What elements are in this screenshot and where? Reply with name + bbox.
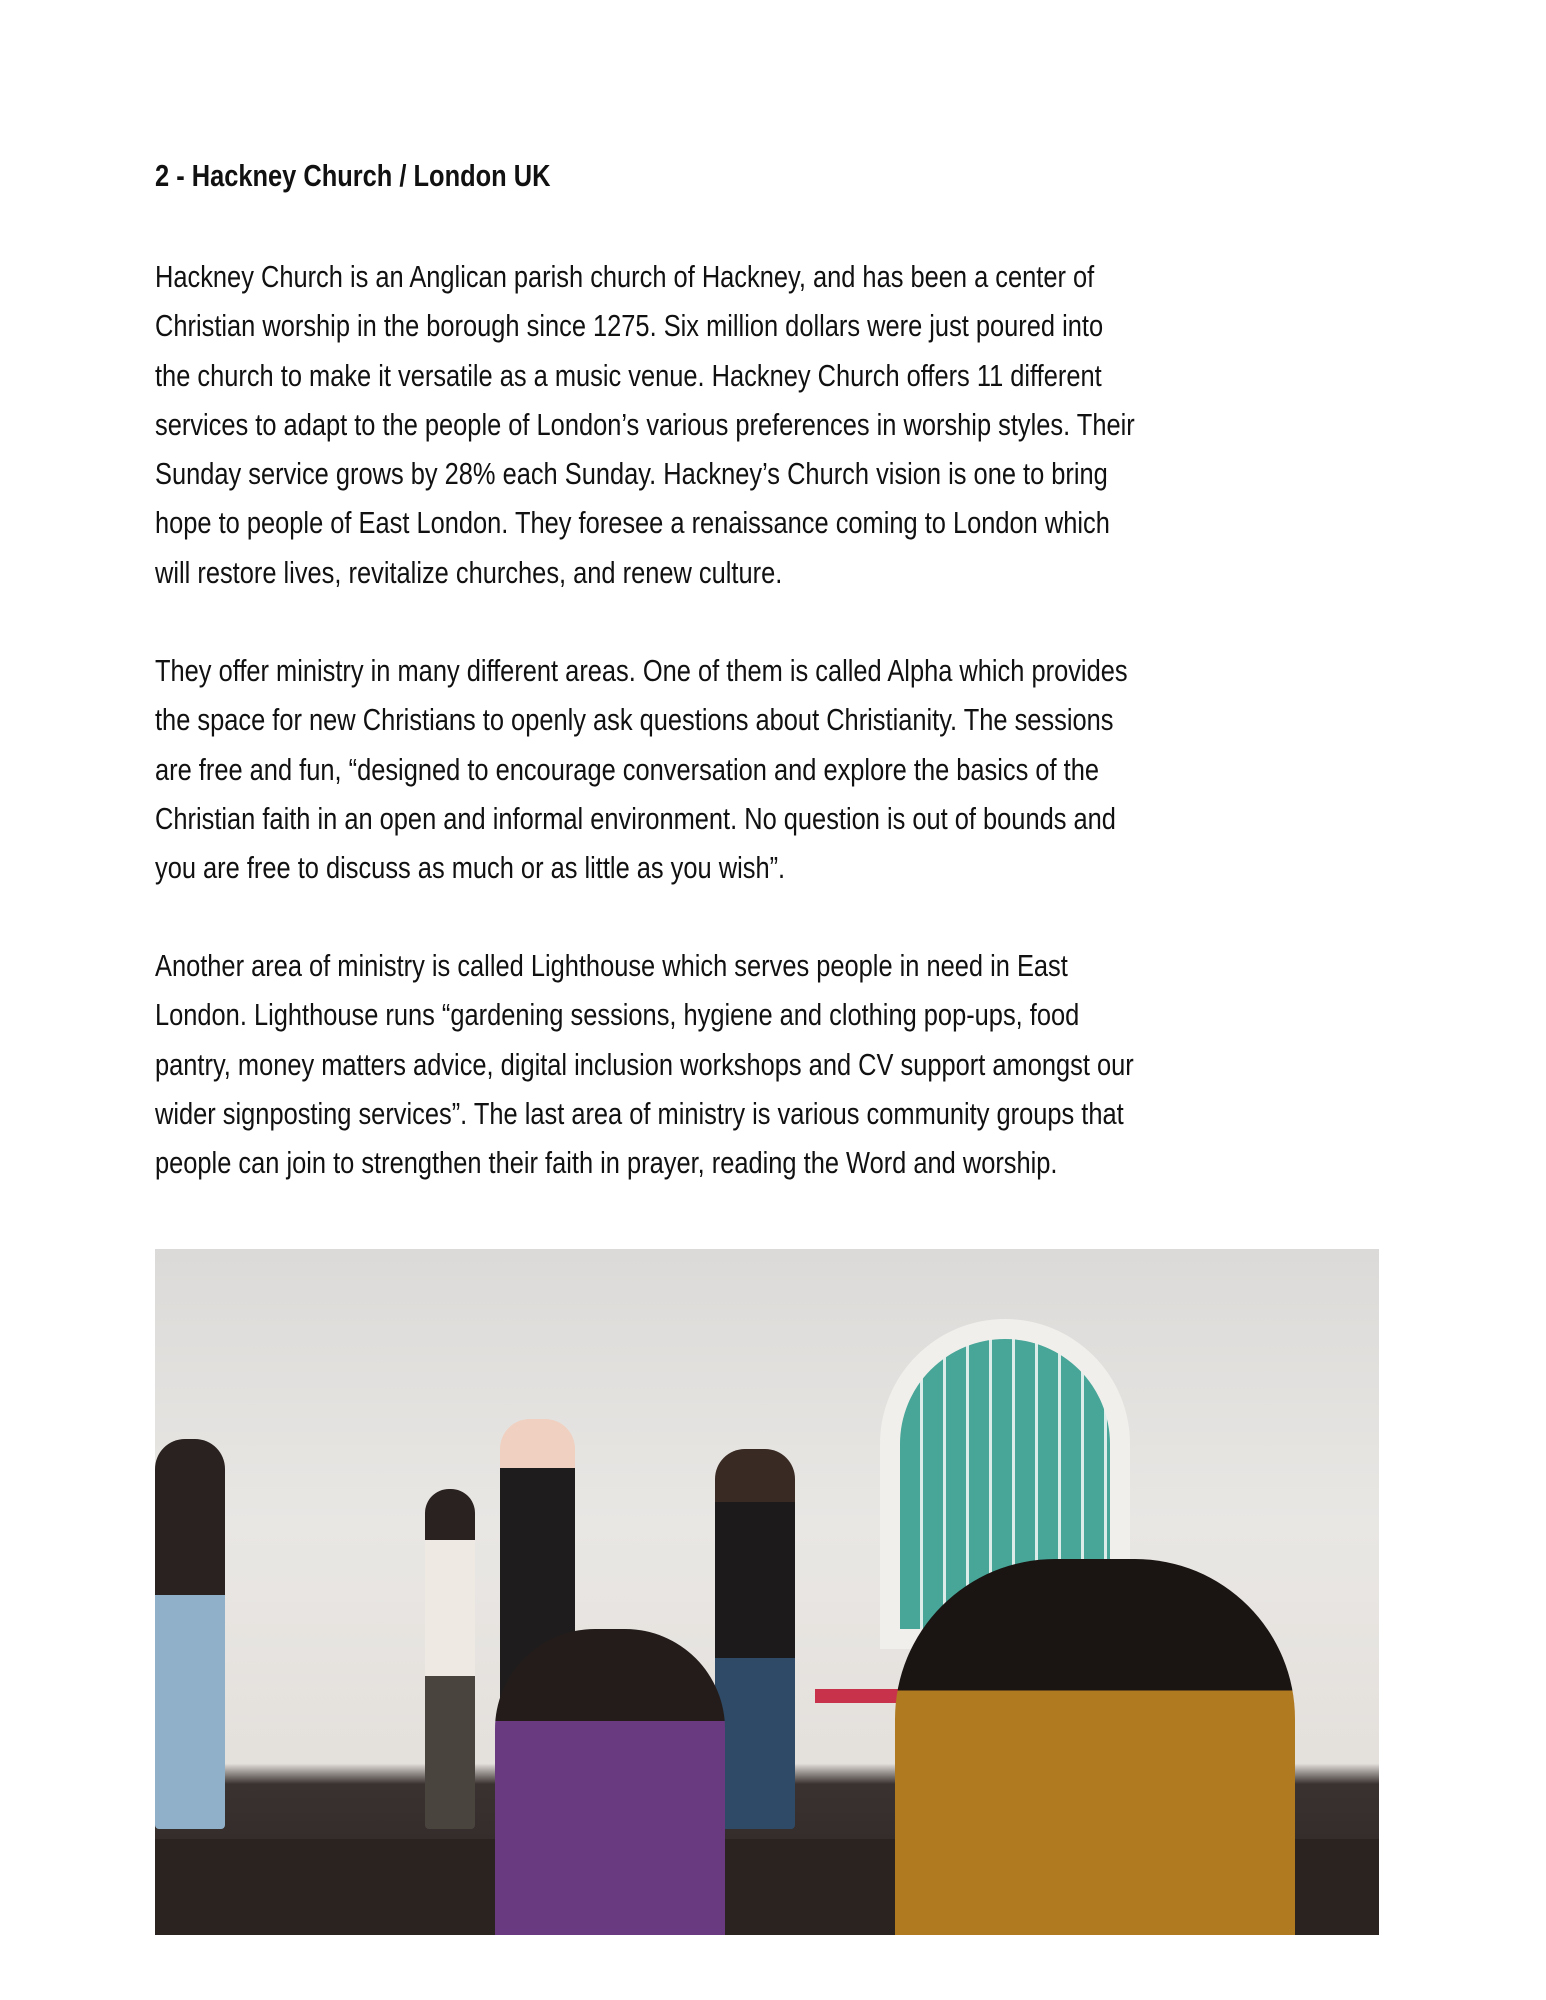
text-line: are free and fun, “designed to encourage conversation and explore the basics of the [155,751,1099,787]
paragraph-alpha [155,646,1128,892]
text-line: Christian worship in the borough since 1275. Six million dollars were just poured into [155,308,1104,344]
paragraph-intro [155,252,1135,597]
text-line: will restore lives, revitalize churches, and renew culture. [155,554,783,590]
text-line: hope to people of East London. They foresee a renaissance coming to London which [155,505,1110,541]
text-line: Hackney Church is an Anglican parish church of Hackney, and has been a center of [155,259,1095,294]
text-line: London. Lighthouse runs “gardening sessions, hygiene and clothing pop-ups, food [155,997,1080,1033]
text-line: Another area of ministry is called Lighthouse which serves people in need in East [155,948,1068,983]
performer [715,1449,795,1829]
text-line: Sunday service grows by 28% each Sunday. Hackney’s Church vision is one to bring [155,456,1108,492]
paragraph-lighthouse [155,941,1134,1187]
performer [425,1489,475,1829]
text-line: the space for new Christians to openly ask questions about Christianity. The sessions [155,702,1114,738]
audience-member [495,1629,725,1935]
text-line: people can join to strengthen their faith in prayer, reading the Word and worship. [155,1145,1058,1181]
text-line: you are free to discuss as much or as little as you wish”. [155,850,786,886]
section-heading: 2 - Hackney Church / London UK [155,158,551,193]
text-line: services to adapt to the people of London’s various preferences in worship styles. Their [155,406,1135,442]
audience-member [895,1559,1295,1935]
text-line: Christian faith in an open and informal environment. No question is out of bounds and [155,800,1116,836]
text-line: wider signposting services”. The last area of ministry is various community groups that [155,1095,1124,1131]
text-line: the church to make it versatile as a music venue. Hackney Church offers 11 different [155,357,1102,393]
worship-band-photo [155,1249,1379,1935]
text-line: pantry, money matters advice, digital inclusion workshops and CV support amongst our [155,1046,1134,1082]
text-line: They offer ministry in many different areas. One of them is called Alpha which provides [155,653,1128,688]
performer [155,1439,225,1829]
